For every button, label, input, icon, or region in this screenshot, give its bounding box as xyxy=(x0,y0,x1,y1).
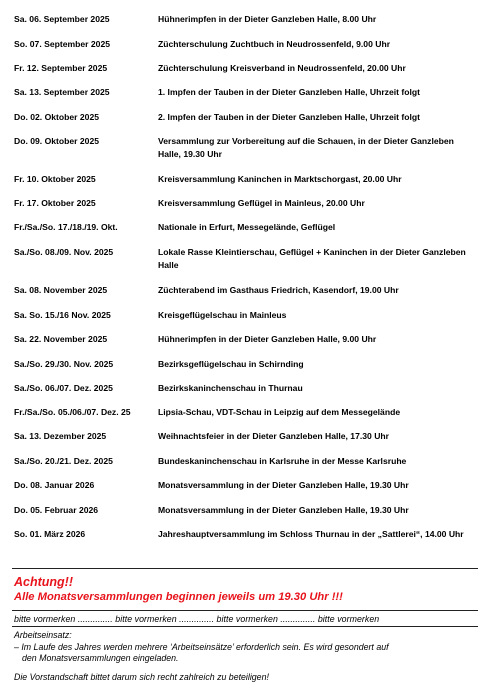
event-date: Sa. 22. November 2025 xyxy=(14,334,108,344)
event-date: Sa. 13. Dezember 2025 xyxy=(14,431,107,441)
event-description: Bezirksgeflügelschau in Schirnding xyxy=(158,359,304,369)
event-date: Sa. 13. September 2025 xyxy=(14,87,110,97)
event-description: Weihnachtsfeier in der Dieter Ganzleben Halle, 17.30 Uhr xyxy=(158,431,389,441)
event-description: 2. Impfen der Tauben in der Dieter Ganzleben Halle, Uhrzeit folgt xyxy=(158,112,420,122)
event-date: Sa./So. 20./21. Dez. 2025 xyxy=(14,456,113,466)
event-description: Monatsversammlung in der Dieter Ganzleben Halle, 19.30 Uhr xyxy=(158,480,409,490)
event-date: Sa. 06. September 2025 xyxy=(14,14,110,24)
event-date: Fr. 12. September 2025 xyxy=(14,63,108,73)
work-text xyxy=(14,642,484,664)
notice-title: Achtung!! xyxy=(14,575,74,589)
divider-top xyxy=(12,568,478,569)
event-description: Monatsversammlung in der Dieter Ganzleben Halle, 19.30 Uhr xyxy=(158,505,409,515)
event-description: Bezirkskaninchenschau in Thurnau xyxy=(158,383,303,393)
board-note: Die Vorstandschaft bittet darum sich recht zahlreich zu beteiligen! xyxy=(14,672,269,682)
work-line-2: den Monatsversammlungen eingeladen. xyxy=(22,653,179,663)
event-description: Lokale Rasse Kleintierschau, Geflügel + Kaninchen in der Dieter Ganzleben Halle xyxy=(158,247,466,270)
event-description: Kreisversammlung Kaninchen in Marktschorgast, 20.00 Uhr xyxy=(158,174,402,184)
event-description: Züchterschulung Zuchtbuch in Neudrossenfeld, 9.00 Uhr xyxy=(158,39,391,49)
event-description: Hühnerimpfen in der Dieter Ganzleben Halle, 9.00 Uhr xyxy=(158,334,377,344)
event-description: Kreisversammlung Geflügel in Mainleus, 20.00 Uhr xyxy=(158,198,365,208)
reminder-line: bitte vormerken .............. bitte vormerken .............. bitte vormerken .............. bitte vormerken xyxy=(14,614,380,624)
event-date: Sa. So. 15./16 Nov. 2025 xyxy=(14,310,111,320)
event-description: Kreisgeflügelschau in Mainleus xyxy=(158,310,287,320)
event-date: Do. 02. Oktober 2025 xyxy=(14,112,100,122)
event-description: Bundeskaninchenschau in Karlsruhe in der Messe Karlsruhe xyxy=(158,456,407,466)
event-description: Züchterabend im Gasthaus Friedrich, Kasendorf, 19.00 Uhr xyxy=(158,285,399,295)
divider-reminder xyxy=(12,626,478,627)
event-description: Hühnerimpfen in der Dieter Ganzleben Halle, 8.00 Uhr xyxy=(158,14,377,24)
event-date: Sa./So. 08./09. Nov. 2025 xyxy=(14,247,114,257)
event-description: Nationale in Erfurt, Messegelände, Geflügel xyxy=(158,222,336,232)
event-date: Fr./Sa./So. 17./18./19. Okt. xyxy=(14,222,118,232)
event-date: Fr./Sa./So. 05./06./07. Dez. 25 xyxy=(14,407,131,417)
event-description: 1. Impfen der Tauben in der Dieter Ganzleben Halle, Uhrzeit folgt xyxy=(158,87,420,97)
event-date: So. 01. März 2026 xyxy=(14,529,86,539)
event-date: Do. 09. Oktober 2025 xyxy=(14,136,100,146)
notice-text: Alle Monatsversammlungen beginnen jeweils um 19.30 Uhr !!! xyxy=(14,591,343,603)
event-description: Versammlung zur Vorbereitung auf die Schauen, in der Dieter Ganzleben Halle, 19.30 Uhr xyxy=(158,136,454,159)
event-description: Jahreshauptversammlung im Schloss Thurnau in der „Sattlerei“, 14.00 Uhr xyxy=(158,529,464,539)
event-description: Lipsia-Schau, VDT-Schau in Leipzig auf dem Messegelände xyxy=(158,407,401,417)
event-date: Do. 05. Februar 2026 xyxy=(14,505,99,515)
event-date: So. 07. September 2025 xyxy=(14,39,111,49)
work-heading: Arbeitseinsatz: xyxy=(14,630,72,640)
event-description: Züchterschulung Kreisverband in Neudrossenfeld, 20.00 Uhr xyxy=(158,63,406,73)
event-date: Do. 08. Januar 2026 xyxy=(14,480,95,490)
event-date: Sa./So. 06./07. Dez. 2025 xyxy=(14,383,113,393)
event-date: Sa./So. 29./30. Nov. 2025 xyxy=(14,359,114,369)
event-date: Sa. 08. November 2025 xyxy=(14,285,108,295)
divider-notice xyxy=(12,610,478,611)
event-date: Fr. 17. Oktober 2025 xyxy=(14,198,96,208)
work-line-1: – Im Laufe des Jahres werden mehrere ‘Arbeitseinsätze’ erforderlich sein. Es wird gesondert auf xyxy=(14,642,389,652)
event-date: Fr. 10. Oktober 2025 xyxy=(14,174,96,184)
